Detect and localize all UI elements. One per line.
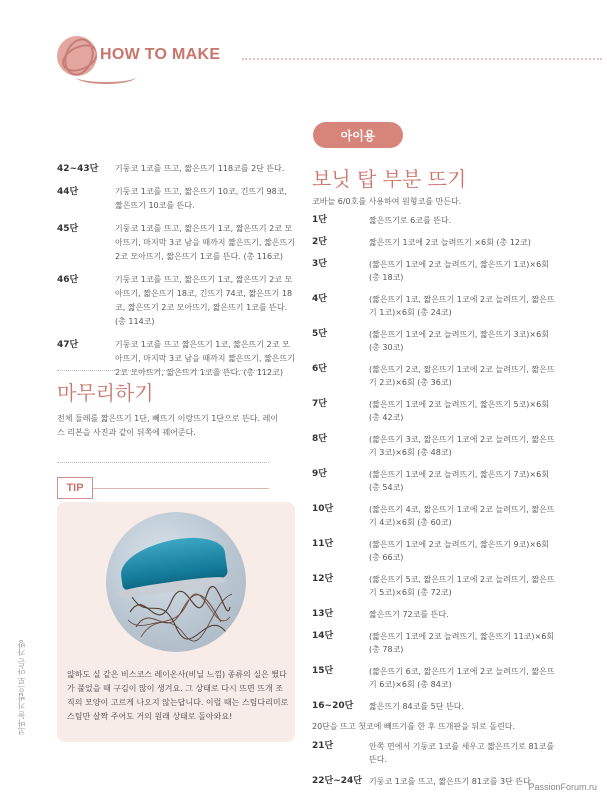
step-row: [57, 273, 297, 329]
step-label: 11단: [312, 539, 334, 549]
watermark: PassionForum.ru: [528, 782, 597, 792]
step-label: 7단: [312, 399, 327, 409]
step-label: 4단: [312, 294, 327, 304]
step-label: 13단: [312, 609, 334, 619]
section-divider: [57, 370, 269, 371]
header-dotted-line: [242, 58, 602, 60]
tangled-yarn-image: [126, 582, 234, 642]
step-row: [312, 258, 558, 284]
step-desc: 기둥코 1코를 뜨고, 짧은뜨기 1코, 짧은뜨기 2코 모아뜨기, 마지막 3코 남을 때까지 짧은뜨기, 짧은뜨기 2코 모아뜨기, 짧은뜨기 1코를 뜬다. (총 116코): [115, 224, 295, 261]
step-label: 14단: [312, 631, 334, 641]
step-row: [312, 665, 558, 691]
step-label: 47단: [57, 340, 79, 350]
step-row: [57, 338, 297, 380]
step-row: [312, 363, 558, 389]
step-desc: (짧은뜨기 1코에 2코 늘려뜨기, 짧은뜨기 3코)×6회 (총 30코): [369, 330, 549, 352]
step-label: 5단: [312, 329, 327, 339]
step-row: [312, 398, 558, 424]
step-label: 9단: [312, 469, 327, 479]
yarn-tail-decoration: [76, 70, 136, 84]
step-desc: 짧은뜨기로 6코를 뜬다.: [369, 216, 452, 225]
step-row: [312, 608, 558, 621]
finishing-title: 마무리하기: [57, 381, 154, 405]
step-label: 42~43단: [57, 164, 99, 174]
step-row: [312, 630, 558, 656]
step-row: [57, 185, 297, 213]
right-steps-table: [312, 214, 558, 788]
step-label: 3단: [312, 259, 327, 269]
left-steps-table: [57, 162, 297, 389]
step-desc: (짧은뜨기 1코에 2코 늘려뜨기, 짧은뜨기 11코)×6회 (총 78코): [369, 632, 555, 654]
step-row: [57, 222, 297, 264]
side-caption: 코바늘 기법으로 만든 가방: [17, 640, 26, 736]
step-label: 46단: [57, 275, 79, 285]
step-desc: 짧은뜨기 84코를 5단 뜬다.: [369, 702, 464, 711]
step-label: 1단: [312, 215, 327, 225]
step-desc: (짧은뜨기 1코에 2코 늘려뜨기, 짧은뜨기 9코)×6회 (총 66코): [369, 540, 549, 562]
tip-label: TIP: [57, 477, 93, 499]
step-row: [57, 162, 297, 176]
step-row: [312, 468, 558, 494]
iron-yarn-photo: [106, 512, 246, 652]
step-label: 12단: [312, 574, 334, 584]
step-desc: (짧은뜨기 1코에 2코 늘려뜨기, 짧은뜨기 1코)×6회 (총 18코): [369, 260, 549, 282]
tip-text: 얇하도 실 같은 비스코스 레이온사(비닐 느낌) 종류의 실은 뜄다가 풀었을 때 구김이 많이 생겨요. 그 상태로 다시 뜨면 뜨개 조직의 모양이 고르게 나오지 않는답니다. 이럴 때는 스팀다리미로 스팀만 살짝 주어도 거의 원래 상태로 돌아와요!: [67, 670, 289, 721]
step-row: [312, 293, 558, 319]
bonnet-intro: 코바늘 6/0호를 사용하여 원형코를 만든다.: [312, 197, 462, 206]
section-divider: [57, 462, 269, 463]
step-label: 22단~24단: [312, 776, 362, 786]
step-row: [312, 700, 558, 713]
step-desc: (짧은뜨기 5코, 짧은뜨기 1코에 2코 늘려뜨기, 짧은뜨기 5코)×6회 (총 72코): [369, 575, 555, 597]
step-row: [312, 328, 558, 354]
step-label: 8단: [312, 434, 327, 444]
step-row: [312, 236, 558, 249]
step-desc: 기둥코 1코를 뜨고, 짧은뜨기 1코, 짧은뜨기 2코 모아뜨기, 짧은뜨기 18코, 긴뜨기 74코, 짧은뜨기 18코, 짧은뜨기 2코 모아뜨기, 짧은뜨기 1코를 뜬다. (총 114코): [115, 275, 293, 326]
step-row: [312, 775, 558, 788]
step-row: [312, 740, 558, 766]
step-desc: 안쪽 면에서 기둥코 1코를 세우고 짧은뜨기로 81코를 뜬다.: [369, 742, 555, 764]
step-desc: 기둥코 1코를 뜨고 짧은뜨기 1코, 짧은뜨기 2코 모아뜨기, 마지막 3코 남을 때까지 짧은뜨기, 짧은뜨기 2코 모아뜨기, 짧은뜨기 1코를 뜬다. (총 112코): [115, 340, 295, 377]
step-label: 16~20단: [312, 701, 354, 711]
step-row: [312, 538, 558, 564]
kid-size-badge: 아이용: [313, 122, 403, 148]
step-label: 15단: [312, 666, 334, 676]
step-desc: 짧은뜨기 1코에 2코 늘려뜨기 ×6회 (총 12코): [369, 238, 531, 247]
step-label: 44단: [57, 187, 79, 197]
step-label: 10단: [312, 504, 334, 514]
step-label: 45단: [57, 224, 79, 234]
page-header: [52, 30, 607, 82]
step-desc: (짧은뜨기 3코, 짧은뜨기 1코에 2코 늘려뜨기, 짧은뜨기 3코)×6회 (총 48코): [369, 435, 555, 457]
step-row: [312, 503, 558, 529]
step-desc: (짧은뜨기 2코, 짧은뜨기 1코에 2코 늘려뜨기, 짧은뜨기 2코)×6회 (총 36코): [369, 365, 555, 387]
step-row: [312, 573, 558, 599]
step-desc: (짧은뜨기 6코, 짧은뜨기 1코에 2코 늘려뜨기, 짧은뜨기 6코)×6회 (총 84코): [369, 667, 555, 689]
step-row: [312, 214, 558, 227]
bonnet-title: 보닛 탑 부분 뜨기: [312, 167, 467, 191]
step-desc: 기둥코 1코를 뜨고, 짧은뜨기 10코, 긴뜨기 98코, 짧은뜨기 10코를 뜬다.: [115, 187, 287, 210]
step-desc: 기둥코 1코를 뜨고, 짧은뜨기 81코를 3단 뜬다.: [369, 777, 534, 786]
tip-line: [93, 488, 269, 489]
step-desc: (짧은뜨기 4코, 짧은뜨기 1코에 2코 늘려뜨기, 짧은뜨기 4코)×6회 (총 60코): [369, 505, 555, 527]
step-row: [312, 433, 558, 459]
step-label: 21단: [312, 741, 334, 751]
step-desc: 짧은뜨기 72코를 뜬다.: [369, 610, 449, 619]
step-desc: (짧은뜨기 1코, 짧은뜨기 1코에 2코 늘려뜨기, 짧은뜨기 1코)×6회 (총 24코): [369, 295, 555, 317]
step-label: 6단: [312, 364, 327, 374]
step-desc: (짧은뜨기 1코에 2코 늘려뜨기, 짧은뜨기 5코)×6회 (총 42코): [369, 400, 549, 422]
step-desc: 기둥코 1코를 뜨고, 짧은뜨기 118코를 2단 뜬다.: [115, 164, 285, 173]
turn-note: 20단을 뜨고 첫코에 빼뜨기를 한 후 뜨개판을 뒤로 돌린다.: [312, 722, 516, 731]
finishing-text: 전체 둘레를 짧은뜨기 1단, 빼뜨기 이랑뜨기 1단으로 뜬다. 레이스 리본을 사진과 같이 뒤쪽에 꿰어준다.: [57, 414, 279, 437]
step-label: 2단: [312, 237, 327, 247]
step-desc: (짧은뜨기 1코에 2코 늘려뜨기, 짧은뜨기 7코)×6회 (총 54코): [369, 470, 549, 492]
header-title: HOW TO MAKE: [100, 46, 221, 63]
